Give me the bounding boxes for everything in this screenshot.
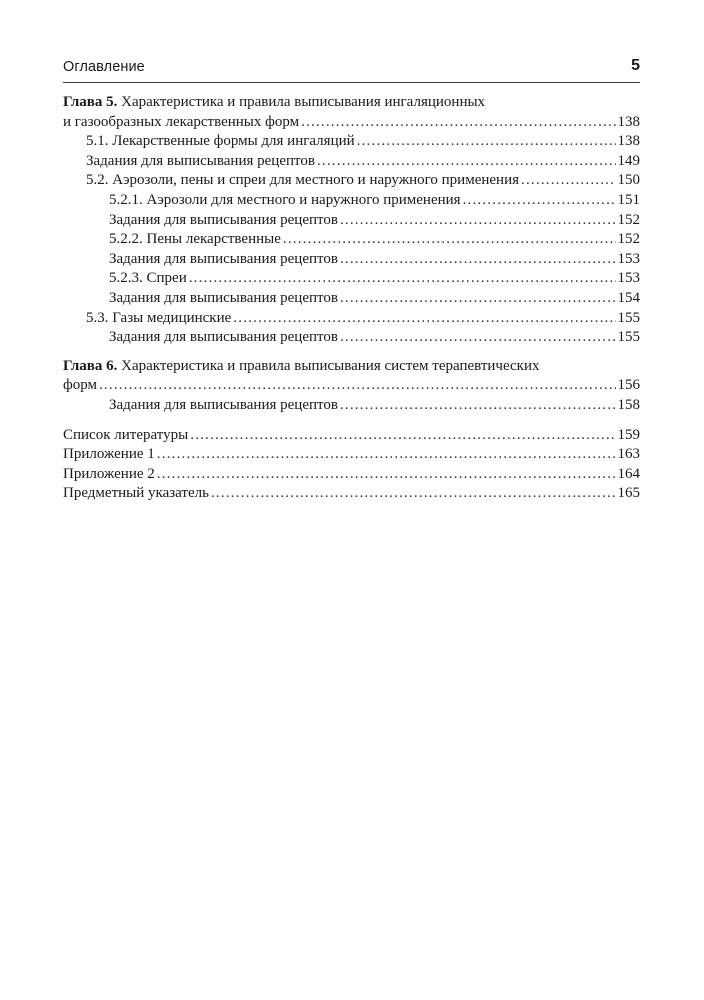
page-ref: 155 (617, 309, 640, 326)
table-of-contents (63, 93, 640, 504)
page-ref: 156 (617, 377, 640, 394)
toc-entry-text: Предметный указатель (63, 485, 209, 502)
page-ref: 153 (617, 270, 640, 287)
toc-entry-text: 5.2.3. Спреи (109, 270, 187, 287)
page-ref: 154 (617, 289, 640, 306)
toc-entry-text: Задания для выписывания рецептов (109, 289, 338, 306)
toc-chapter-5[interactable] (63, 113, 640, 133)
dot-leader (157, 465, 616, 485)
page-ref: 164 (617, 465, 640, 482)
dot-leader (99, 376, 616, 396)
toc-appendix-2[interactable] (63, 465, 640, 485)
dot-leader (233, 309, 615, 329)
toc-entry-text: 5.2.2. Пены лекарственные (109, 231, 281, 248)
page-ref: 159 (617, 426, 640, 443)
toc-appendix-1[interactable] (63, 445, 640, 465)
page-ref: 158 (617, 396, 640, 413)
dot-leader (190, 426, 615, 446)
toc-section-5-1[interactable] (63, 132, 640, 152)
page-ref: 151 (617, 191, 640, 208)
toc-section-5-2-2[interactable] (63, 230, 640, 250)
toc-section-5-3[interactable] (63, 309, 640, 329)
page-ref: 155 (617, 329, 640, 346)
page-ref: 152 (617, 231, 640, 248)
toc-entry-text: Приложение 2 (63, 465, 155, 482)
toc-tasks-5-2-1[interactable] (63, 211, 640, 231)
chapter-6-title-line1: Характеристика и правила выписывания систем терапевтических (121, 357, 540, 374)
dot-leader (340, 289, 616, 309)
page-ref: 138 (617, 113, 640, 130)
toc-section-5-2-1[interactable] (63, 191, 640, 211)
running-head-title: Оглавление (63, 59, 145, 75)
dot-leader (317, 152, 616, 172)
toc-entry-text: 5.2. Аэрозоли, пены и спреи для местного и наружного применения (86, 172, 520, 189)
toc-bibliography[interactable] (63, 426, 640, 446)
dot-leader (340, 211, 616, 231)
page-ref: 163 (617, 446, 640, 463)
page-ref: 149 (617, 152, 640, 169)
dot-leader (211, 484, 616, 504)
toc-entry-text: 5.1. Лекарственные формы для ингаляций (86, 133, 355, 150)
page-ref: 153 (617, 250, 640, 267)
chapter-6-title-line2: форм (63, 377, 97, 394)
toc-section-5-2-3[interactable] (63, 269, 640, 289)
toc-entry-text: Задания для выписывания рецептов (109, 250, 338, 267)
toc-tasks-5-3[interactable] (63, 328, 640, 348)
toc-section-5-2[interactable] (63, 171, 640, 191)
dot-leader (340, 328, 616, 348)
toc-tasks-5-2-3[interactable] (63, 289, 640, 309)
page-number: 5 (631, 57, 640, 74)
toc-entry-text: 5.3. Газы медицинские (86, 309, 232, 326)
dot-leader (157, 445, 616, 465)
toc-entry-text: Задания для выписывания рецептов (109, 329, 338, 346)
page-ref: 152 (617, 211, 640, 228)
dot-leader (301, 113, 615, 133)
chapter-6-label: Глава 6. (63, 357, 118, 374)
dot-leader (340, 396, 616, 416)
chapter-5-label: Глава 5. (63, 94, 118, 110)
toc-subject-index[interactable] (63, 484, 640, 504)
toc-entry-text: Список литературы (63, 426, 189, 443)
toc-entry-text: Задания для выписывания рецептов (109, 396, 338, 413)
toc-tasks-5-2-2[interactable] (63, 250, 640, 270)
page-ref: 165 (617, 485, 640, 502)
dot-leader (463, 191, 616, 211)
page-ref: 150 (617, 172, 640, 189)
toc-tasks-6[interactable] (63, 396, 640, 416)
toc-entry-text: Приложение 1 (63, 446, 155, 463)
page-ref: 138 (617, 133, 640, 150)
dot-leader (283, 230, 616, 250)
toc-entry-text: 5.2.1. Аэрозоли для местного и наружного применения (109, 191, 461, 208)
chapter-5-title-line1: Характеристика и правила выписывания ингаляционных (121, 94, 486, 110)
running-head (63, 56, 640, 83)
toc-entry-text: Задания для выписывания рецептов (109, 211, 338, 228)
toc-chapter-6-title (63, 357, 640, 377)
toc-chapter-6[interactable] (63, 376, 640, 396)
toc-entry-text: Задания для выписывания рецептов (86, 152, 315, 169)
dot-leader (357, 132, 616, 152)
chapter-5-title-line2: и газообразных лекарственных форм (63, 113, 300, 130)
dot-leader (189, 269, 616, 289)
dot-leader (521, 171, 615, 191)
toc-chapter-5-title (63, 93, 640, 113)
toc-tasks-5-1[interactable] (63, 152, 640, 172)
dot-leader (340, 250, 616, 270)
